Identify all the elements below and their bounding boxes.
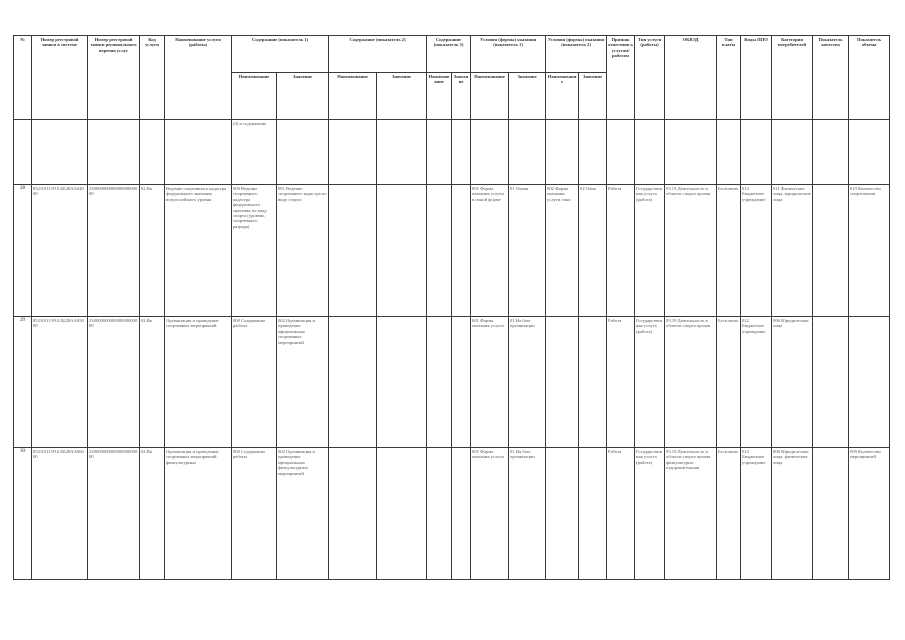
- table-row: [14, 317, 890, 448]
- row-ppo: 012 Бюджетное учреждение: [741, 448, 772, 580]
- row-c1-value: 001 Ведение спортивного кадастра по виду спорта: [277, 185, 329, 317]
- header-regional-number: Номер реестровой записи регионального перечня услуг: [88, 36, 140, 120]
- row-f1-name: 001 Форма оказания услуги в очной форме: [471, 185, 509, 317]
- header-c3-value: Значение: [452, 73, 471, 120]
- header-cond2: Условия (формы) оказания (показатель 2): [546, 36, 607, 73]
- row-c1-name: 000 Содержание работы: [232, 448, 277, 580]
- row-name: Организация и проведение спортивных мероприятий: [165, 317, 232, 448]
- row-f1-value: 01 На базе организации: [509, 448, 546, 580]
- row-c1-name: 000 Содержание работы: [232, 317, 277, 448]
- row-regional: 23000000000000000000000: [88, 448, 140, 580]
- row-sign: Работа: [607, 448, 635, 580]
- header-content3: Содержание (показатель 3): [427, 36, 471, 73]
- row-f2-value: 02 Очно: [579, 185, 607, 317]
- row-payment: Бесплатно: [717, 448, 741, 580]
- header-content2: Содержание (показатель 2): [329, 36, 427, 73]
- row-c1-name: 000 Ведение спортивного кадастра федерального значения по виду спорта (уровень спортивного разряда): [232, 185, 277, 317]
- header-code: Код услуги: [140, 36, 165, 120]
- row-sign: Работа: [607, 185, 635, 317]
- header-volume: Показатель объема: [849, 36, 890, 120]
- header-f1-value: Значение: [509, 73, 546, 120]
- header-c1-name: Наименование: [232, 73, 277, 120]
- row-no: 30: [14, 448, 32, 580]
- services-registry-table: [13, 35, 890, 580]
- row-c1-value: 002 Организация и проведение официальных физкультурных мероприятий: [277, 448, 329, 580]
- row-ppo: 012 Бюджетное учреждение: [741, 185, 772, 317]
- continued-cell-text: (4) и содержание: [232, 120, 277, 185]
- registry-sheet: [13, 35, 889, 581]
- row-consumers: 011 Физические лица, юридические лица: [772, 185, 813, 317]
- row-f2-value: [579, 317, 607, 448]
- header-quality: Показатель качества: [813, 36, 849, 120]
- row-f1-name: 001 Форма оказания услуги: [471, 317, 509, 448]
- header-name: Наименование услуги (работы): [165, 36, 232, 120]
- row-regional: 23000000000000000000000: [88, 185, 140, 317]
- row-c1-value: 002 Организация и проведение официальных спортивных мероприятий: [277, 317, 329, 448]
- row-f1-value: 01 На базе организации: [509, 317, 546, 448]
- row-no: 28: [14, 185, 32, 317]
- header-c2-value: Значение: [377, 73, 427, 120]
- row-registry: 852101О.99.0.ББ28АА04000: [32, 185, 88, 317]
- row-payment: Бесплатно: [717, 185, 741, 317]
- row-f2-name: 002 Форма оказания услуги очно: [546, 185, 579, 317]
- row-type: Государственная услуга (работа): [635, 185, 665, 317]
- row-sign: Работа: [607, 317, 635, 448]
- header-type: Тип услуги (работы): [635, 36, 665, 120]
- header-c1-value: Значение: [277, 73, 329, 120]
- row-volume: 019 Количество спортсменов: [849, 185, 890, 317]
- row-okved: 93.19 Деятельность в области спорта прочая: [665, 185, 717, 317]
- row-type: Государственная услуга (работа): [635, 448, 665, 580]
- header-f2-value: Значение: [579, 73, 607, 120]
- header-f2-name: Наименование: [546, 73, 579, 120]
- row-quality: [813, 317, 849, 448]
- header-c3-name: Наименование: [427, 73, 452, 120]
- row-f2-name: [546, 317, 579, 448]
- row-name: Ведение спортивного кадастра федерального значения всероссийского уровня: [165, 185, 232, 317]
- header-content1: Содержание (показатель 1): [232, 36, 329, 73]
- header-consumers: Категории потребителей: [772, 36, 813, 120]
- header-okved: ОКВЭД: [665, 36, 717, 120]
- row-code: 02.Вк: [140, 185, 165, 317]
- header-f1-name: Наименование: [471, 73, 509, 120]
- row-quality: [813, 448, 849, 580]
- row-type: Государственная услуга (работа): [635, 317, 665, 448]
- row-volume: 009 Количество мероприятий: [849, 448, 890, 580]
- table-row: [14, 448, 890, 580]
- row-okved: 93.19 Деятельность в области спорта прочая: [665, 317, 717, 448]
- row-f1-value: 01 Очная: [509, 185, 546, 317]
- row-consumers: 006 Юридические лица, физические лица: [772, 448, 813, 580]
- row-f2-value: [579, 448, 607, 580]
- table-row: [14, 120, 890, 185]
- row-consumers: 006 Юридические лица: [772, 317, 813, 448]
- header-c2-name: Наименование: [329, 73, 377, 120]
- row-name: Организация и проведение спортивных мероприятий физкультурных: [165, 448, 232, 580]
- row-f2-name: [546, 448, 579, 580]
- row-quality: [813, 185, 849, 317]
- row-registry: 852101О.99.0.ББ28АА05000: [32, 317, 88, 448]
- row-code: 02.Вк: [140, 448, 165, 580]
- row-regional: 23000000000000000000000: [88, 317, 140, 448]
- row-ppo: 012 Бюджетное учреждение: [741, 317, 772, 448]
- header-payment: Тип платы: [717, 36, 741, 120]
- header-activity: Виды ППО: [741, 36, 772, 120]
- row-payment: Бесплатно: [717, 317, 741, 448]
- header-no: №: [14, 36, 32, 120]
- row-code: 02.Вк: [140, 317, 165, 448]
- row-volume: [849, 317, 890, 448]
- header-sign: Признак отнесения к услугам/работам: [607, 36, 635, 120]
- header-cond1: Условия (формы) оказания (показатель 1): [471, 36, 546, 73]
- row-registry: 852101О.99.0.ББ28АА06000: [32, 448, 88, 580]
- table-row: [14, 185, 890, 317]
- header-registry-number: Номер реестровой записи в системе: [32, 36, 88, 120]
- row-okved: 93.19 Деятельность в области спорта прочая физкультурно-оздоровительная: [665, 448, 717, 580]
- row-no: 29: [14, 317, 32, 448]
- row-f1-name: 001 Форма оказания услуги: [471, 448, 509, 580]
